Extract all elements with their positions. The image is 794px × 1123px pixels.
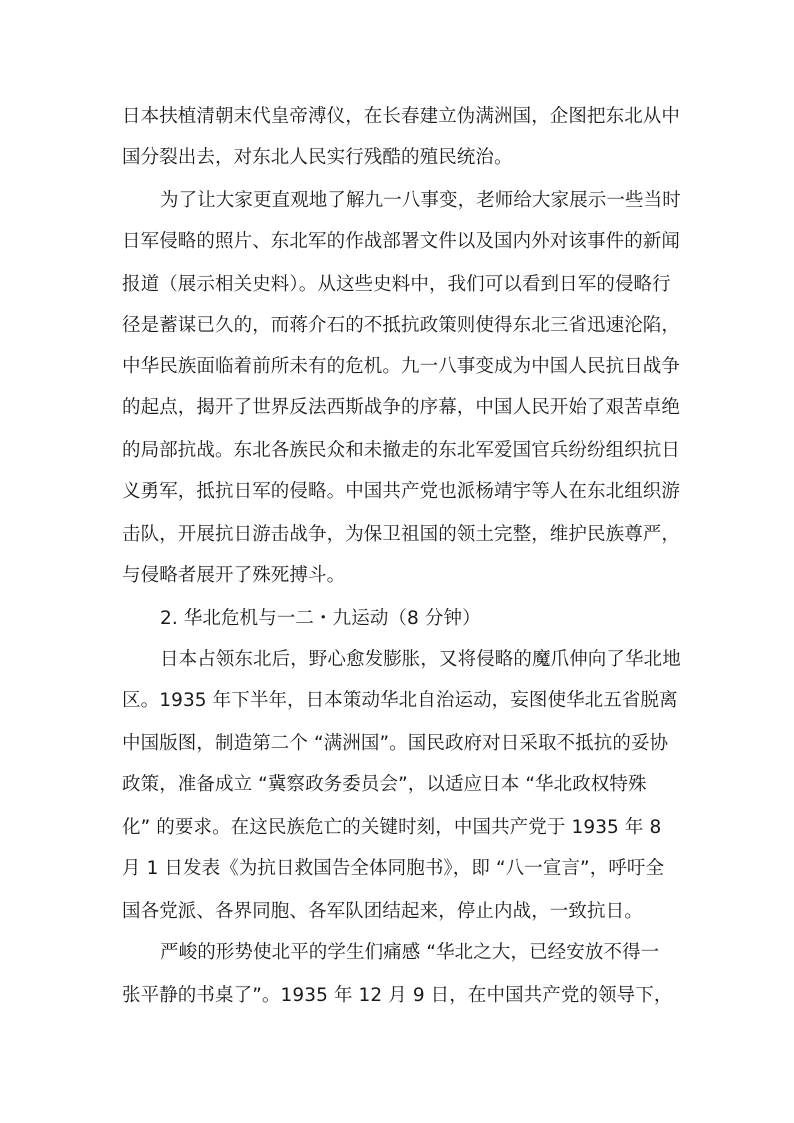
section-heading: 2. 华北危机与一二・九运动（8 分钟） [160,608,481,629]
text-line: 区。1935 年下半年，日本策动华北自治运动，妄图使华北五省脱离 [122,690,678,711]
text-line: 日军侵略的照片、东北军的作战部署文件以及国内外对该事件的新闻 [122,231,681,252]
text-line: 张平静的书桌了”。1935 年 12 月 9 日，在中国共产党的领导下， [122,985,673,1006]
paragraph-start-line: 为了让大家更直观地了解九一八事变，老师给大家展示一些当时 [160,190,681,211]
text-line: 径是蓄谋已久的，而蒋介石的不抵抗政策则使得东北三省迅速沦陷， [122,315,681,336]
paragraph-start-line: 日本占领东北后，野心愈发膨胀，又将侵略的魔爪伸向了华北地 [160,649,681,670]
text-line: 与侵略者展开了殊死搏斗。 [122,565,346,586]
text-line: 日本扶植清朝末代皇帝溥仪，在长春建立伪满洲国，企图把东北从中 [122,106,681,127]
text-line: 中国版图，制造第二个 “满洲国”。国民政府对日采取不抵抗的妥协 [122,733,669,754]
text-line: 国分裂出去，对东北人民实行残酷的殖民统治。 [122,147,513,168]
text-line: 中华民族面临着前所未有的危机。九一八事变成为中国人民抗日战争 [122,356,681,377]
text-line: 义勇军，抵抗日军的侵略。中国共产党也派杨靖宇等人在东北组织游 [122,481,681,502]
text-line: 化” 的要求。在这民族危亡的关键时刻，中国共产党于 1935 年 8 [122,817,662,838]
text-line: 国各党派、各界同胞、各军队团结起来，停止内战，一致抗日。 [122,901,643,922]
text-line: 击队，开展抗日游击战争，为保卫祖国的领土完整，维护民族尊严， [122,524,681,545]
paragraph-start-line: 严峻的形势使北平的学生们痛感 “华北之大，已经安放不得一 [160,942,660,963]
text-line: 的起点，揭开了世界反法西斯战争的序幕，中国人民开始了艰苦卓绝 [122,397,681,418]
text-line: 的局部抗战。东北各族民众和未撤走的东北军爱国官兵纷纷组织抗日 [122,440,681,461]
text-line: 报道（展示相关史料）。从这些史料中，我们可以看到日军的侵略行 [122,274,671,295]
text-line: 月 1 日发表《为抗日救国告全体同胞书》，即 “八一宣言”，呼吁全 [122,858,665,879]
text-line: 政策，准备成立 “冀察政务委员会”，以适应日本 “华北政权特殊 [122,774,647,795]
